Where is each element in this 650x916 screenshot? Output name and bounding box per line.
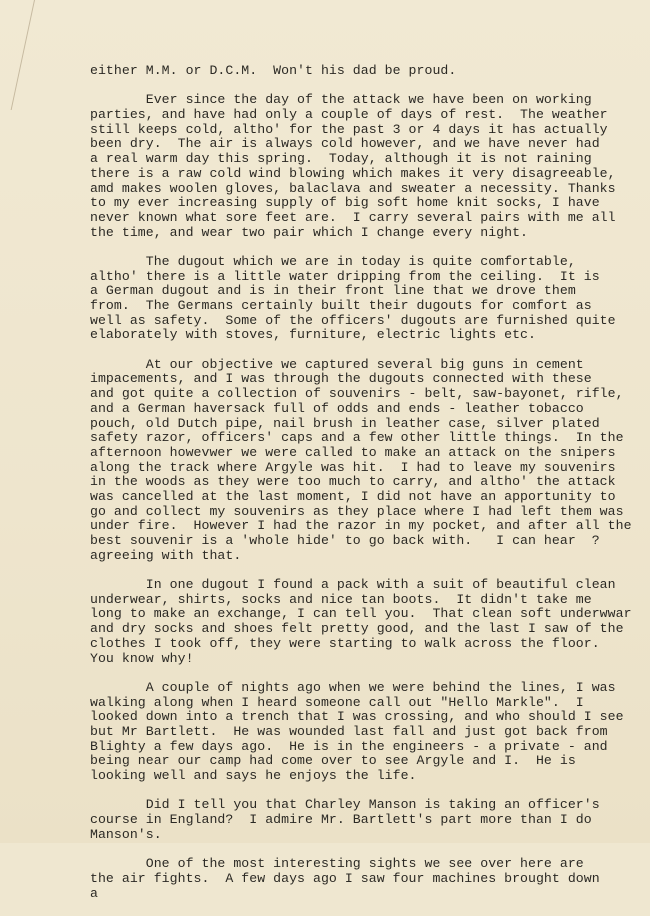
text-line: A couple of nights ago when we were behind the lines, I was (90, 679, 616, 695)
letter-paragraph (90, 255, 630, 343)
letter-paragraph (90, 93, 630, 240)
text-line: a (90, 885, 98, 901)
text-line: course in England? I admire Mr. Bartlett's part more than I do (90, 812, 592, 828)
text-line: go and collect my souvenirs as they place where I had left them was (90, 503, 624, 519)
text-line: agreeing with that. (90, 547, 242, 563)
text-line: along the track where Argyle was hit. I had to leave my souvenirs (90, 459, 616, 475)
letter-paragraph (90, 857, 630, 901)
text-line: been dry. The air is always cold however, and we have never had (90, 136, 600, 152)
text-line: but Mr Bartlett. He was wounded last fall and just got back from (90, 723, 608, 739)
text-line: and a German haversack full of odds and ends - leather tobacco (90, 400, 584, 416)
text-line: elaborately with stoves, furniture, electric lights etc. (90, 327, 536, 343)
text-line: Blighty a few days ago. He is in the engineers - a private - and (90, 738, 608, 754)
text-line: there is a raw cold wind blowing which makes it very disagreeable, (90, 165, 616, 181)
text-line: was cancelled at the last moment, I did not have an apportunity to (90, 488, 616, 504)
text-line: impacements, and I was through the dugouts connected with these (90, 371, 592, 387)
text-line: in the woods as they were too much to carry, and altho' the attack (90, 474, 616, 490)
text-line: looked down into a trench that I was crossing, and who should I see (90, 709, 624, 725)
text-line: One of the most interesting sights we see over here are (90, 856, 584, 872)
text-line: the air fights. A few days ago I saw four machines brought down (90, 870, 600, 886)
text-line: parties, and have had only a couple of days of rest. The weather (90, 107, 608, 123)
text-line: The dugout which we are in today is quite comfortable, (90, 253, 576, 269)
text-line: either M.M. or D.C.M. Won't his dad be proud. (90, 63, 457, 78)
text-line: long to make an exchange, I can tell you. That clean soft underwwar (90, 606, 632, 622)
letter-paragraph (90, 798, 630, 842)
text-line: and got quite a collection of souvenirs - belt, saw-bayonet, rifle, (90, 386, 624, 402)
text-line: from. The Germans certainly built their dugouts for comfort as (90, 298, 592, 313)
text-line: At our objective we captured several big guns in cement (90, 356, 584, 372)
letter-paragraph (90, 64, 630, 79)
text-line: safety razor, officers' caps and a few other little things. In the (90, 430, 624, 446)
text-line: never known what sore feet are. I carry several pairs with me all (90, 209, 616, 225)
text-line: You know why! (90, 650, 194, 666)
page-fold-mark (0, 0, 35, 110)
text-line: amd makes woolen gloves, balaclava and sweater a necessity. Thanks (90, 180, 616, 196)
text-line: under fire. However I had the razor in my pocket, and after all the (90, 518, 632, 534)
text-line: altho' there is a little water dripping from the ceiling. It is (90, 268, 600, 284)
text-line: clothes I took off, they were starting to walk across the floor. (90, 635, 600, 651)
text-line: Manson's. (90, 826, 162, 842)
letter-paragraph (90, 681, 630, 784)
letter-body (90, 64, 630, 916)
text-line: walking along when I heard someone call out "Hello Markle". I (90, 694, 584, 710)
text-line: being near our camp had come over to see Argyle and I. He is (90, 753, 576, 769)
text-line: afternoon howevwer we were called to make an attack on the snipers (90, 444, 616, 460)
letter-paragraph (90, 578, 630, 666)
text-line: pouch, old Dutch pipe, nail brush in leather case, silver plated (90, 415, 600, 431)
text-line: and dry socks and shoes felt pretty good, and the last I saw of the (90, 621, 624, 637)
text-line: to my ever increasing supply of big soft home knit socks, I have (90, 195, 600, 211)
text-line: best souvenir is a 'whole hide' to go back with. I can hear ? (90, 533, 616, 548)
text-line: In one dugout I found a pack with a suit of beautiful clean (90, 577, 616, 593)
text-line: looking well and says he enjoys the life. (90, 768, 417, 783)
text-line: Did I tell you that Charley Manson is taking an officer's (90, 797, 600, 813)
text-line: still keeps cold, altho' for the past 3 or 4 days it has actually (90, 121, 608, 137)
text-line: the time, and wear two pair which I change every night. (90, 224, 529, 240)
text-line: a German dugout and is in their front line that we drove them (90, 283, 576, 299)
text-line: Ever since the day of the attack we have been on working (90, 92, 592, 108)
text-line: well as safety. Some of the officers' dugouts are furnished quite (90, 312, 616, 328)
text-line: a real warm day this spring. Today, although it is not raining (90, 151, 592, 167)
letter-paragraph (90, 358, 630, 564)
text-line: underwear, shirts, socks and nice tan boots. It didn't take me (90, 591, 592, 607)
